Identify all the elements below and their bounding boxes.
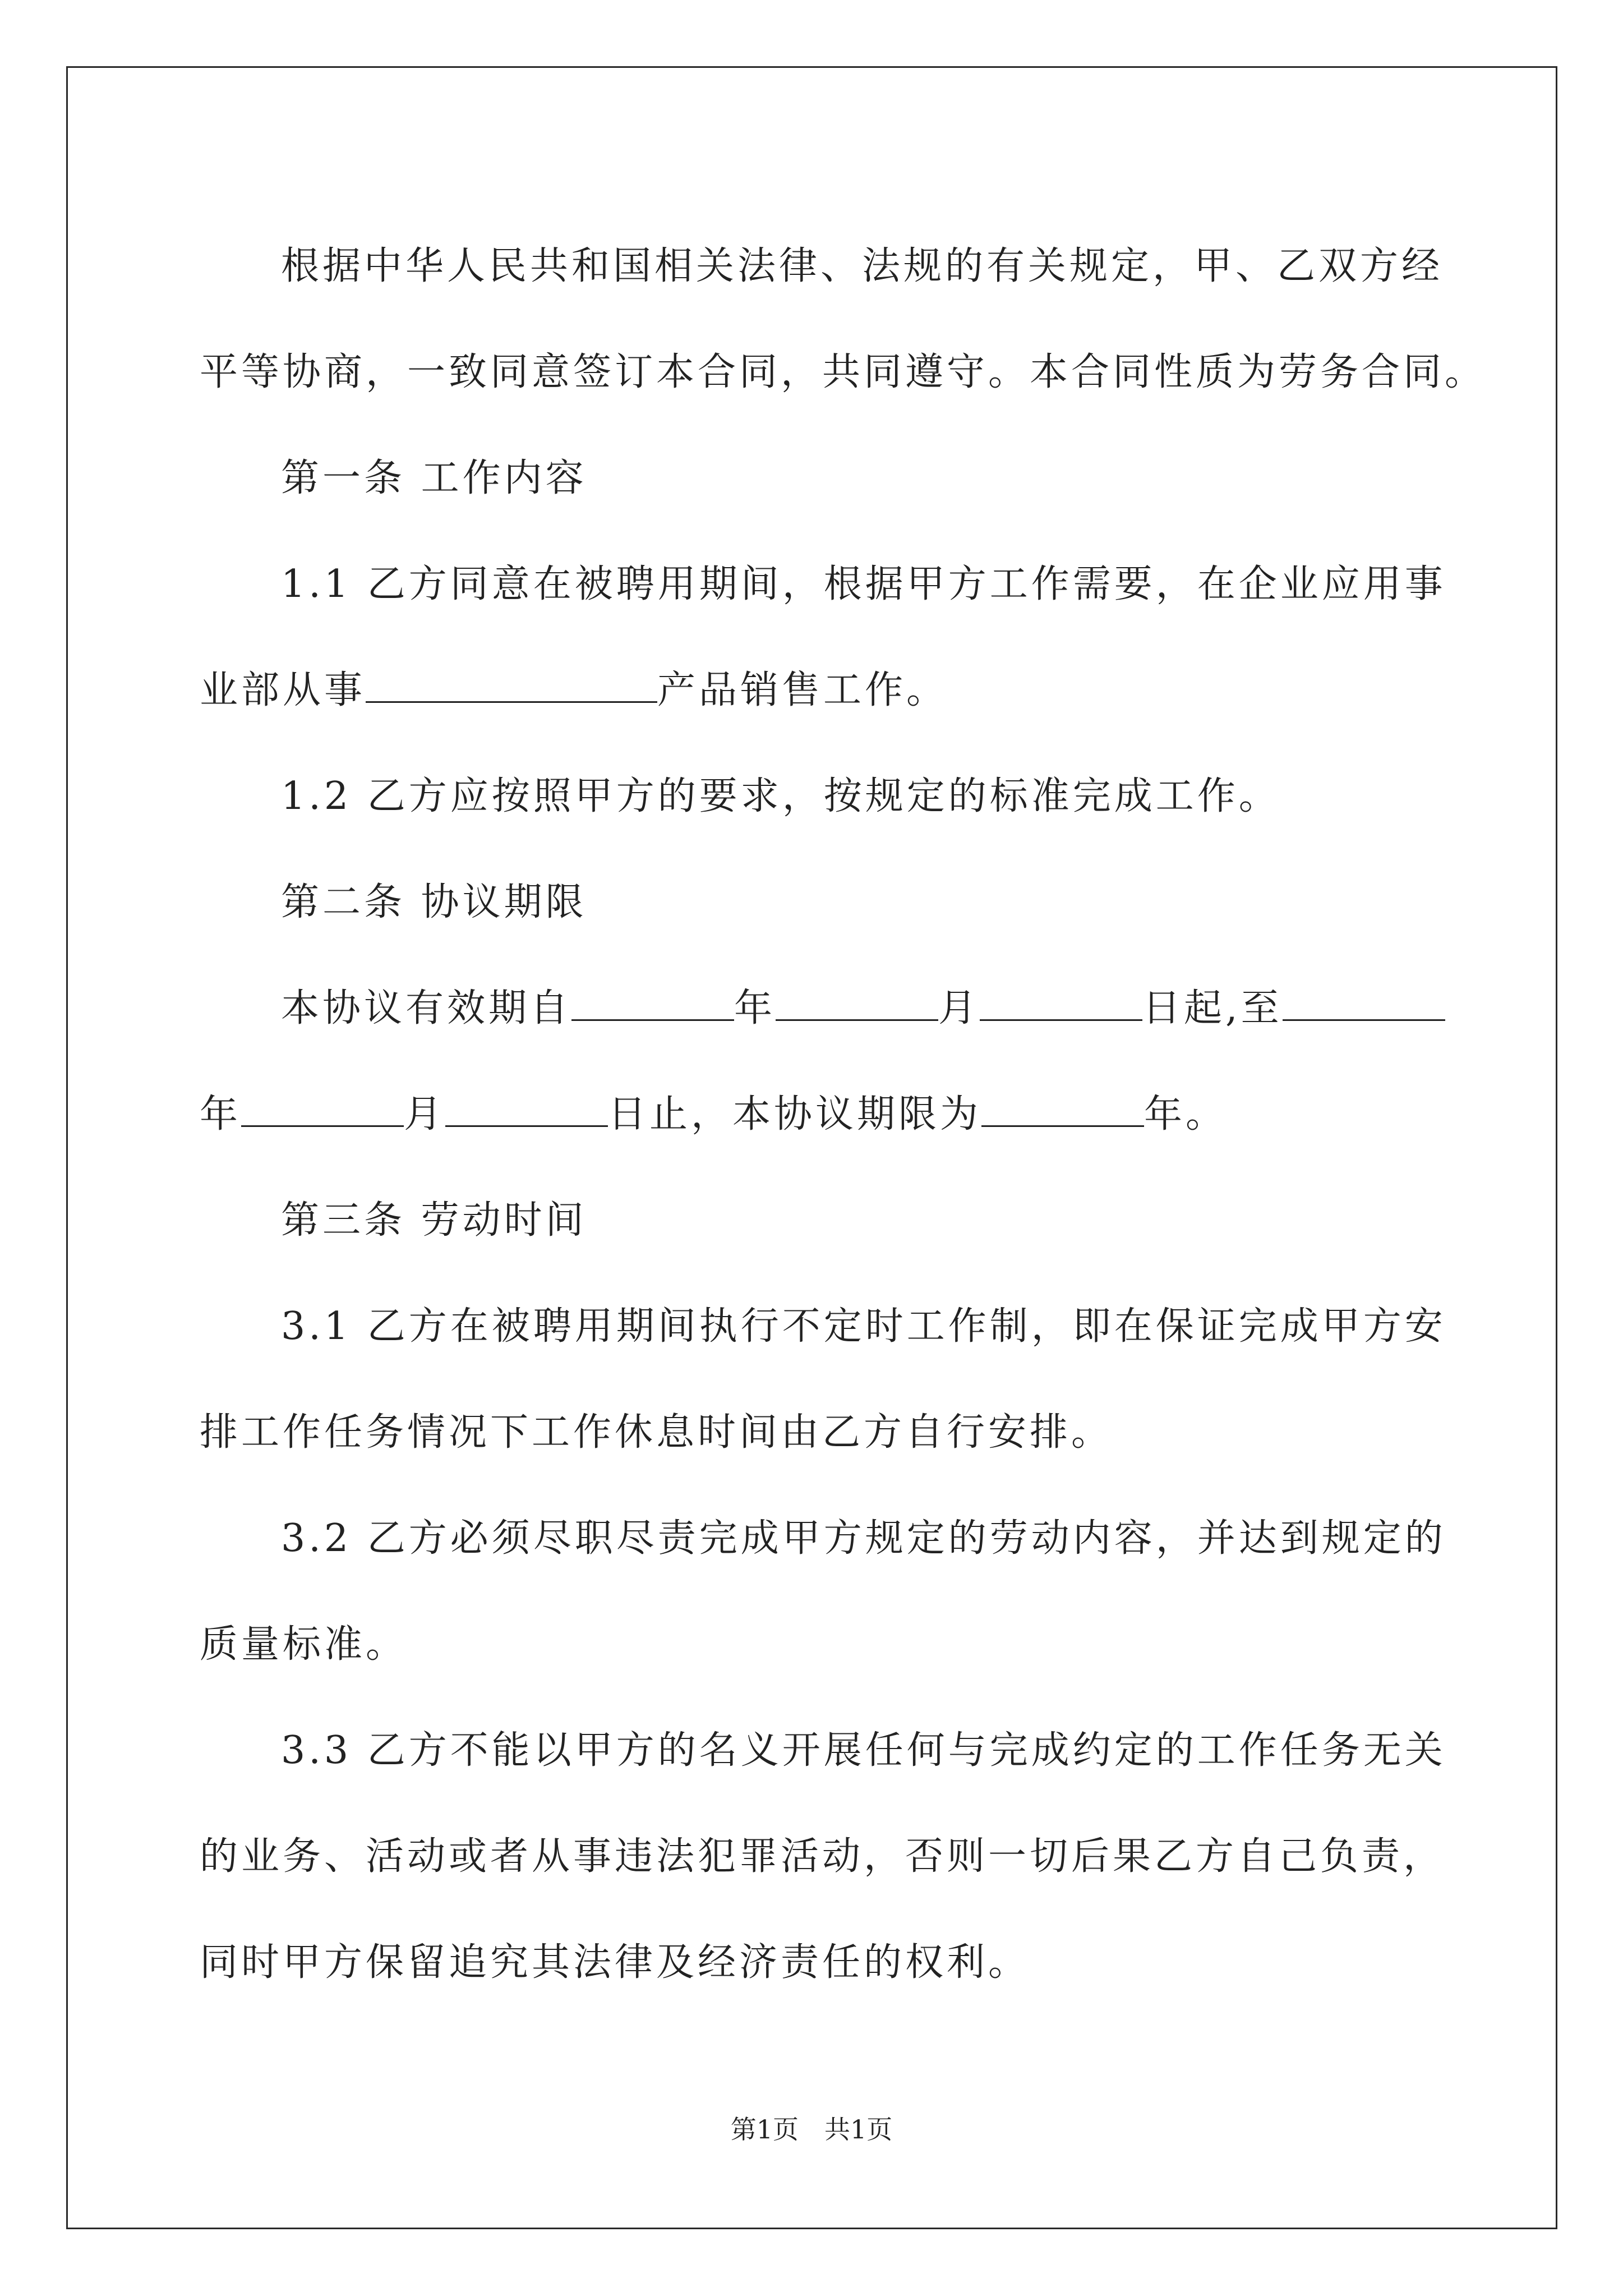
paragraph-intro-line2: 平等协商，一致同意签订本合同，共同遵守。本合同性质为劳务合同。	[200, 350, 1487, 394]
start-year-blank	[571, 985, 734, 1021]
clause-3-3-line1: 3.3 乙方不能以甲方的名义开展任何与完成约定的工作任务无关	[281, 1728, 1446, 1773]
article-2-title: 第二条 协议期限	[281, 880, 587, 924]
clause-3-1-line1: 3.1 乙方在被聘用期间执行不定时工作制，即在保证完成甲方安	[281, 1304, 1446, 1349]
clause-3-2-line2: 质量标准。	[200, 1622, 408, 1667]
paragraph-intro-line1: 根据中华人民共和国相关法律、法规的有关规定，甲、乙双方经	[281, 244, 1444, 288]
term-month2-label: 月	[404, 1092, 446, 1137]
clause-1-1-line1: 1.1 乙方同意在被聘用期间，根据甲方工作需要，在企业应用事	[281, 562, 1446, 606]
term-day-to-label: 日起,至	[1142, 986, 1283, 1030]
clause-1-1-line2	[200, 637, 1433, 743]
term-year3-label: 年。	[1144, 1092, 1228, 1137]
term-line2	[200, 1061, 1433, 1167]
end-day-blank	[445, 1091, 608, 1127]
end-month-blank	[241, 1091, 404, 1127]
start-day-blank	[980, 985, 1142, 1021]
term-end-label: 日止，本协议期限为	[608, 1092, 982, 1137]
term-text-start: 本协议有效期自	[281, 986, 572, 1030]
clause-1-1-text-b: 产品销售工作。	[657, 668, 948, 712]
clause-3-2-line1: 3.2 乙方必须尽职尽责完成甲方规定的劳动内容，并达到规定的	[281, 1516, 1446, 1561]
clause-3-3-line3: 同时甲方保留追究其法律及经济责任的权利。	[200, 1940, 1030, 1985]
term-line1	[200, 955, 1433, 1061]
clause-1-1-text-a: 业部从事	[200, 668, 366, 712]
term-year-label: 年	[734, 986, 776, 1030]
document-body	[200, 213, 1487, 2016]
term-month-label: 月	[938, 986, 980, 1030]
clause-3-3-line2: 的业务、活动或者从事违法犯罪活动，否则一切后果乙方自己负责，	[200, 1834, 1445, 1879]
product-blank	[366, 667, 657, 703]
article-1-title: 第一条 工作内容	[281, 456, 587, 500]
duration-blank	[981, 1091, 1144, 1127]
article-3-title: 第三条 劳动时间	[281, 1198, 587, 1243]
start-month-blank	[776, 985, 938, 1021]
end-year-blank	[1283, 985, 1445, 1021]
clause-1-2: 1.2 乙方应按照甲方的要求，按规定的标准完成工作。	[281, 774, 1280, 818]
page-footer: 第1页 共1页	[730, 2114, 893, 2145]
clause-3-1-line2: 排工作任务情况下工作休息时间由乙方自行安排。	[200, 1410, 1113, 1455]
term-year2-label: 年	[200, 1092, 242, 1137]
